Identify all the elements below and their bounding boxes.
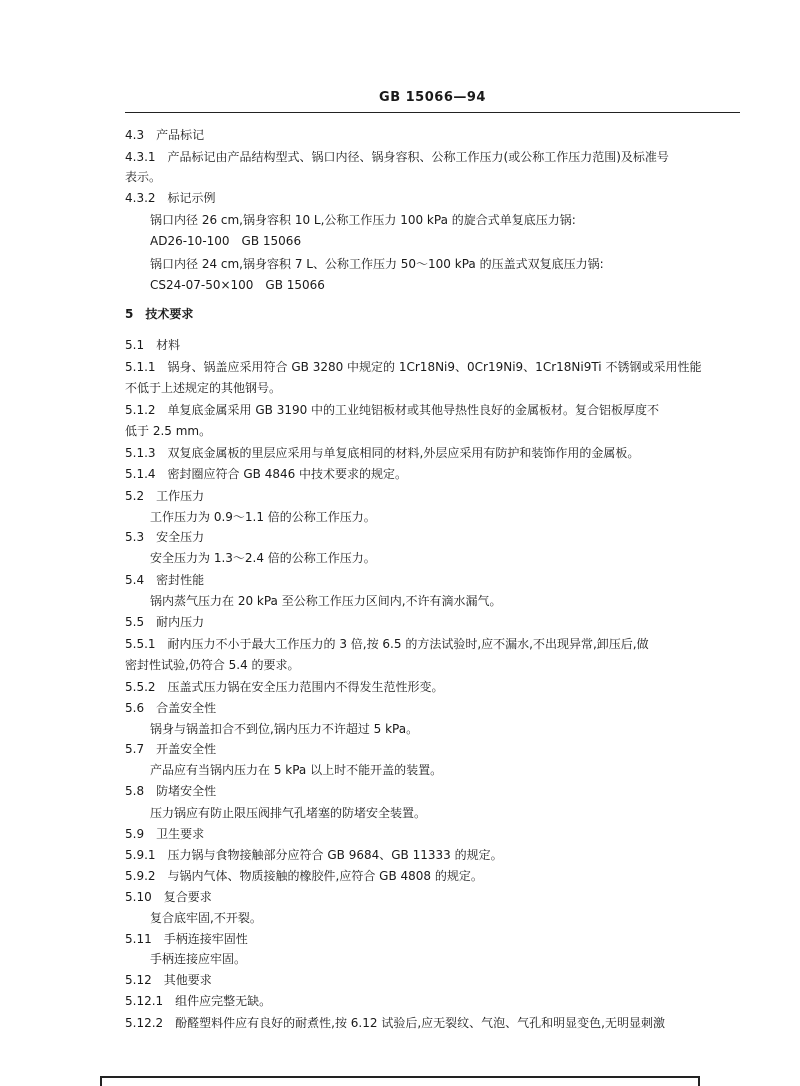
clause-5-4-text: 锅内蒸气压力在 20 kPa 至公称工作压力区间内,不许有滴水漏气。 — [150, 594, 502, 608]
clause-5-5-1-cont: 密封性试验,仍符合 5.4 的要求。 — [125, 658, 300, 672]
clause-5-12-2: 5.12.2 酚醛塑料件应有良好的耐煮性,按 6.12 试验后,应无裂纹、气泡、气孔和明显变色,无明显刺激 — [125, 1016, 665, 1030]
clause-5-1-heading: 5.1 材料 — [125, 338, 181, 352]
clause-5-7-heading: 5.7 开盖安全性 — [125, 742, 217, 756]
clause-5-7-text: 产品应有当锅内压力在 5 kPa 以上时不能开盖的装置。 — [150, 763, 443, 777]
clause-5-12-1: 5.12.1 组件应完整无缺。 — [125, 994, 272, 1008]
clause-5-5-1: 5.5.1 耐内压力不小于最大工作压力的 3 倍,按 6.5 的方法试验时,应不漏水,不出现异常,卸压后,做 — [125, 637, 649, 651]
clause-5-9-2: 5.9.2 与锅内气体、物质接触的橡胶件,应符合 GB 4808 的规定。 — [125, 869, 483, 883]
example-2-code: CS24-07-50×100 GB 15066 — [150, 278, 325, 292]
example-2-text: 锅口内径 24 cm,锅身容积 7 L、公称工作压力 50～100 kPa 的压盖式双复底压力锅: — [150, 257, 604, 271]
example-1-text: 锅口内径 26 cm,锅身容积 10 L,公称工作压力 100 kPa 的旋合式单复底压力锅: — [150, 213, 576, 227]
example-1-code: AD26-10-100 GB 15066 — [150, 234, 302, 248]
clause-5-3-text: 安全压力为 1.3～2.4 倍的公称工作压力。 — [150, 551, 376, 565]
clause-5-11-text: 手柄连接应牢固。 — [150, 952, 247, 966]
clause-5-1-3: 5.1.3 双复底金属板的里层应采用与单复底相同的材料,外层应采用有防护和装饰作用的金属板。 — [125, 446, 640, 460]
clause-4-3-2-heading: 4.3.2 标记示例 — [125, 191, 216, 205]
clause-5-11-heading: 5.11 手柄连接牢固性 — [125, 932, 248, 946]
clause-5-12-heading: 5.12 其他要求 — [125, 973, 212, 987]
clause-5-8-heading: 5.8 防堵安全性 — [125, 784, 217, 798]
clause-5-3-heading: 5.3 安全压力 — [125, 530, 205, 544]
page-header-standard-number: GB 15066—94 — [379, 90, 486, 105]
clause-5-10-text: 复合底牢固,不开裂。 — [150, 911, 262, 925]
clause-5-4-heading: 5.4 密封性能 — [125, 573, 205, 587]
clause-5-1-1-cont: 不低于上述规定的其他钢号。 — [125, 381, 282, 395]
clause-5-9-heading: 5.9 卫生要求 — [125, 827, 205, 841]
bottom-frame — [100, 1076, 700, 1086]
clause-5-2-heading: 5.2 工作压力 — [125, 489, 205, 503]
clause-4-3-1-cont: 表示。 — [125, 170, 162, 184]
clause-5-1-2-cont: 低于 2.5 mm。 — [125, 424, 212, 438]
clause-5-5-2: 5.5.2 压盖式压力锅在安全压力范围内不得发生范性形变。 — [125, 680, 444, 694]
clause-5-1-2: 5.1.2 单复底金属采用 GB 3190 中的工业纯铝板材或其他导热性良好的金属板材。复合铝板厚度不 — [125, 403, 660, 417]
section-5-heading: 5 技术要求 — [125, 307, 194, 321]
clause-5-6-heading: 5.6 合盖安全性 — [125, 701, 217, 715]
clause-5-2-text: 工作压力为 0.9～1.1 倍的公称工作压力。 — [150, 510, 376, 524]
header-rule — [125, 112, 740, 113]
clause-5-10-heading: 5.10 复合要求 — [125, 890, 212, 904]
clause-4-3-1: 4.3.1 产品标记由产品结构型式、锅口内径、锅身容积、公称工作压力(或公称工作压力范围)及标准号 — [125, 150, 669, 164]
clause-5-1-4: 5.1.4 密封圈应符合 GB 4846 中技术要求的规定。 — [125, 467, 408, 481]
clause-5-9-1: 5.9.1 压力锅与食物接触部分应符合 GB 9684、GB 11333 的规定。 — [125, 848, 503, 862]
clause-5-5-heading: 5.5 耐内压力 — [125, 615, 205, 629]
clause-5-8-text: 压力锅应有防止限压阀排气孔堵塞的防堵安全装置。 — [150, 806, 427, 820]
clause-5-1-1: 5.1.1 锅身、锅盖应采用符合 GB 3280 中规定的 1Cr18Ni9、0Cr19Ni9、1Cr18Ni9Ti 不锈钢或采用性能 — [125, 360, 702, 374]
clause-5-6-text: 锅身与锅盖扣合不到位,锅内压力不许超过 5 kPa。 — [150, 722, 419, 736]
section-4-3-heading: 4.3 产品标记 — [125, 128, 205, 142]
